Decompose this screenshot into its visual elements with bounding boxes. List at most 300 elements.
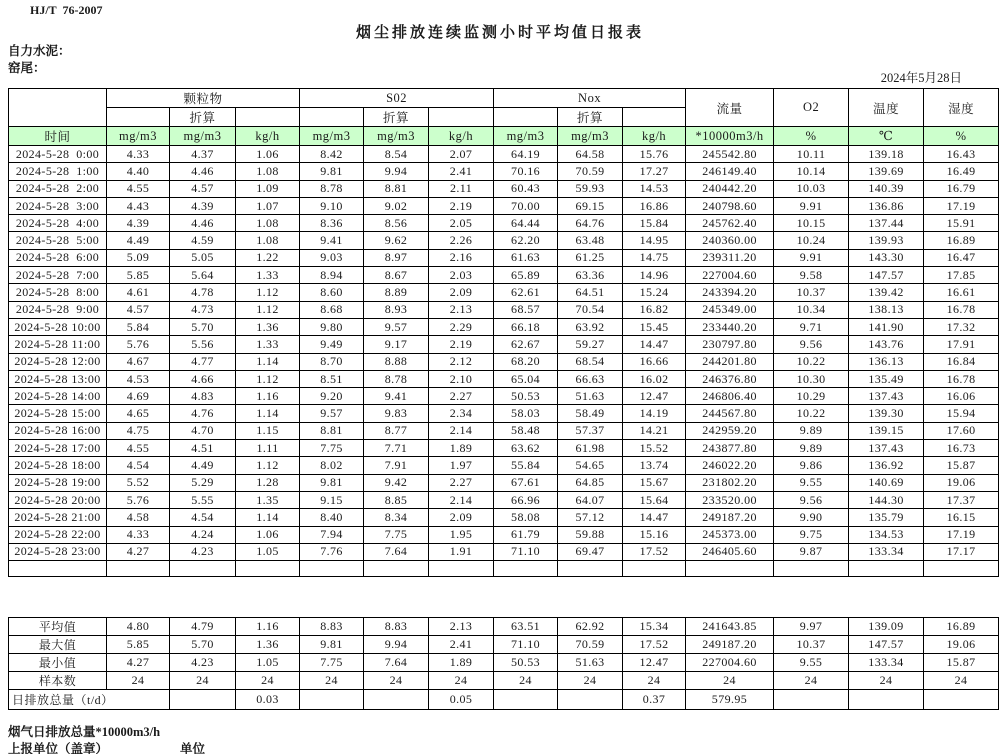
value-cell: 2.34 [429,405,494,422]
value-cell: 61.79 [494,526,558,543]
value-cell: 5.64 [170,267,236,284]
summary-value-cell: 5.70 [170,636,236,654]
value-cell: 58.48 [494,422,558,439]
value-cell: 14.21 [623,422,686,439]
value-cell: 16.79 [924,180,999,197]
empty-cell [686,561,774,577]
value-cell: 17.60 [924,422,999,439]
value-cell: 1.33 [236,267,300,284]
value-cell: 139.42 [849,284,924,301]
summary-value-cell: 4.23 [170,654,236,672]
time-cell: 2024-5-28 22:00 [9,526,107,543]
value-cell: 63.36 [558,267,623,284]
time-cell: 2024-5-28 17:00 [9,440,107,457]
value-cell: 9.10 [300,197,364,214]
value-cell: 7.75 [364,526,429,543]
value-cell: 10.34 [774,301,849,318]
value-cell: 239311.20 [686,249,774,266]
value-cell: 66.63 [558,370,623,387]
empty-cell [558,561,623,577]
value-cell: 13.74 [623,457,686,474]
summary-value-cell [300,690,364,710]
value-cell: 244567.80 [686,405,774,422]
value-cell: 4.37 [170,146,236,163]
value-cell: 4.73 [170,301,236,318]
value-cell: 2.16 [429,249,494,266]
value-cell: 16.49 [924,163,999,180]
summary-value-cell: 10.37 [774,636,849,654]
value-cell: 8.85 [364,491,429,508]
time-cell: 2024-5-28 3:00 [9,197,107,214]
summary-value-cell: 147.57 [849,636,924,654]
value-cell: 1.06 [236,526,300,543]
value-cell: 1.35 [236,491,300,508]
value-cell: 246022.20 [686,457,774,474]
group-header-so2: S02 [300,89,494,108]
value-cell: 66.18 [494,318,558,335]
value-cell: 5.09 [107,249,170,266]
empty-cell [170,561,236,577]
value-cell: 4.59 [170,232,236,249]
value-cell: 8.51 [300,370,364,387]
value-cell: 17.19 [924,197,999,214]
summary-value-cell: 1.36 [236,636,300,654]
unit-cell: mg/m3 [558,127,623,146]
value-cell: 1.97 [429,457,494,474]
value-cell: 16.73 [924,440,999,457]
value-cell: 16.15 [924,509,999,526]
summary-value-cell [170,690,236,710]
value-cell: 9.41 [364,388,429,405]
value-cell: 242959.20 [686,422,774,439]
value-cell: 2.19 [429,197,494,214]
header-row-groups [9,89,999,108]
empty-cell [849,561,924,577]
value-cell: 4.66 [170,370,236,387]
value-cell: 14.75 [623,249,686,266]
summary-value-cell: 2.41 [429,636,494,654]
empty-row [9,561,999,577]
value-cell: 64.85 [558,474,623,491]
value-cell: 64.58 [558,146,623,163]
value-cell: 61.63 [494,249,558,266]
value-cell: 4.67 [107,353,170,370]
units-row [9,127,999,146]
value-cell: 233520.00 [686,491,774,508]
table-row [9,180,999,197]
empty-cell [429,561,494,577]
value-cell: 9.56 [774,336,849,353]
table-row [9,422,999,439]
value-cell: 54.65 [558,457,623,474]
table-row [9,215,999,232]
value-cell: 1.16 [236,388,300,405]
value-cell: 144.30 [849,491,924,508]
table-row [9,543,999,560]
table-row [9,163,999,180]
value-cell: 133.34 [849,543,924,560]
value-cell: 15.76 [623,146,686,163]
time-cell: 2024-5-28 16:00 [9,422,107,439]
company-label: 自力水泥： [8,44,71,58]
value-cell: 4.53 [107,370,170,387]
value-cell: 8.88 [364,353,429,370]
value-cell: 227004.60 [686,267,774,284]
value-cell: 17.52 [623,543,686,560]
summary-value-cell: 24 [774,672,849,690]
value-cell: 61.98 [558,440,623,457]
value-cell: 17.32 [924,318,999,335]
value-cell: 1.08 [236,215,300,232]
value-cell: 8.93 [364,301,429,318]
value-cell: 62.20 [494,232,558,249]
value-cell: 70.16 [494,163,558,180]
value-cell: 1.33 [236,336,300,353]
value-cell: 4.23 [170,543,236,560]
value-cell: 1.09 [236,180,300,197]
summary-value-cell: 17.52 [623,636,686,654]
value-cell: 9.91 [774,249,849,266]
time-header-blank [9,89,107,127]
summary-value-cell: 0.03 [236,690,300,710]
value-cell: 64.44 [494,215,558,232]
summary-value-cell: 24 [494,672,558,690]
value-cell: 8.56 [364,215,429,232]
value-cell: 58.49 [558,405,623,422]
value-cell: 137.43 [849,388,924,405]
value-cell: 141.90 [849,318,924,335]
value-cell: 245542.80 [686,146,774,163]
value-cell: 240442.20 [686,180,774,197]
value-cell: 135.79 [849,509,924,526]
converted-header-so2: 折算 [364,108,429,127]
empty-cell [364,561,429,577]
value-cell: 1.11 [236,440,300,457]
value-cell: 10.22 [774,353,849,370]
value-cell: 1.12 [236,301,300,318]
value-cell: 58.08 [494,509,558,526]
value-cell: 9.71 [774,318,849,335]
converted-header-particulate: 折算 [170,108,236,127]
value-cell: 2.14 [429,422,494,439]
value-cell: 62.61 [494,284,558,301]
time-cell: 2024-5-28 23:00 [9,543,107,560]
value-cell: 4.46 [170,215,236,232]
summary-value-cell: 7.64 [364,654,429,672]
value-cell: 68.57 [494,301,558,318]
value-cell: 62.67 [494,336,558,353]
value-cell: 7.94 [300,526,364,543]
value-cell: 2.12 [429,353,494,370]
value-cell: 245349.00 [686,301,774,318]
unit-cell: kg/h [429,127,494,146]
value-cell: 2.41 [429,163,494,180]
location-label: 窑尾： [8,61,46,75]
table-row [9,370,999,387]
value-cell: 9.83 [364,405,429,422]
value-cell: 9.49 [300,336,364,353]
summary-value-cell: 12.47 [623,654,686,672]
value-cell: 50.53 [494,388,558,405]
empty-cell [9,561,107,577]
value-cell: 246806.40 [686,388,774,405]
summary-value-cell: 24 [107,672,170,690]
value-cell: 4.76 [170,405,236,422]
value-cell: 2.03 [429,267,494,284]
empty-cell [494,561,558,577]
value-cell: 17.85 [924,267,999,284]
value-cell: 8.42 [300,146,364,163]
summary-value-cell [849,690,924,710]
time-cell: 2024-5-28 19:00 [9,474,107,491]
unit-cell: ℃ [849,127,924,146]
page-title: 烟尘排放连续监测小时平均值日报表 [355,25,644,41]
summary-value-cell: 24 [429,672,494,690]
value-cell: 4.40 [107,163,170,180]
group-header-particulate: 颗粒物 [107,89,300,108]
value-cell: 9.57 [300,405,364,422]
value-cell: 9.41 [300,232,364,249]
value-cell: 10.11 [774,146,849,163]
value-cell: 64.51 [558,284,623,301]
table-row [9,457,999,474]
value-cell: 70.54 [558,301,623,318]
value-cell: 2.14 [429,491,494,508]
value-cell: 16.78 [924,370,999,387]
data-body [9,146,999,577]
value-cell: 14.95 [623,232,686,249]
summary-body [9,618,999,710]
value-cell: 1.08 [236,163,300,180]
value-cell: 16.43 [924,146,999,163]
value-cell: 9.15 [300,491,364,508]
summary-value-cell: 24 [170,672,236,690]
blank-cell [300,108,364,127]
table-row [9,474,999,491]
value-cell: 70.00 [494,197,558,214]
value-cell: 139.18 [849,146,924,163]
value-cell: 10.30 [774,370,849,387]
value-cell: 16.84 [924,353,999,370]
summary-value-cell: 1.89 [429,654,494,672]
value-cell: 139.93 [849,232,924,249]
value-cell: 1.12 [236,284,300,301]
time-cell: 2024-5-28 14:00 [9,388,107,405]
value-cell: 139.69 [849,163,924,180]
value-cell: 8.78 [300,180,364,197]
value-cell: 2.27 [429,474,494,491]
time-cell: 2024-5-28 9:00 [9,301,107,318]
value-cell: 16.47 [924,249,999,266]
summary-value-cell: 9.81 [300,636,364,654]
value-cell: 14.19 [623,405,686,422]
value-cell: 5.85 [107,267,170,284]
table-row [9,526,999,543]
value-cell: 61.25 [558,249,623,266]
value-cell: 233440.20 [686,318,774,335]
time-cell: 2024-5-28 20:00 [9,491,107,508]
value-cell: 58.03 [494,405,558,422]
value-cell: 5.76 [107,491,170,508]
value-cell: 140.69 [849,474,924,491]
summary-value-cell: 71.10 [494,636,558,654]
value-cell: 140.39 [849,180,924,197]
value-cell: 4.33 [107,526,170,543]
summary-value-cell [558,690,623,710]
value-cell: 8.89 [364,284,429,301]
value-cell: 57.37 [558,422,623,439]
value-cell: 10.29 [774,388,849,405]
summary-row [9,672,999,690]
value-cell: 137.43 [849,440,924,457]
time-column-header: 时间 [9,127,107,146]
value-cell: 14.47 [623,336,686,353]
value-cell: 4.69 [107,388,170,405]
value-cell: 15.94 [924,405,999,422]
value-cell: 59.27 [558,336,623,353]
table-row [9,509,999,526]
value-cell: 8.97 [364,249,429,266]
time-cell: 2024-5-28 15:00 [9,405,107,422]
summary-value-cell: 139.09 [849,618,924,636]
summary-row [9,690,999,710]
value-cell: 5.05 [170,249,236,266]
value-cell: 134.53 [849,526,924,543]
value-cell: 9.02 [364,197,429,214]
time-cell: 2024-5-28 7:00 [9,267,107,284]
value-cell: 7.91 [364,457,429,474]
summary-value-cell: 4.79 [170,618,236,636]
value-cell: 9.80 [300,318,364,335]
value-cell: 7.75 [300,440,364,457]
value-cell: 8.67 [364,267,429,284]
summary-value-cell: 70.59 [558,636,623,654]
value-cell: 63.92 [558,318,623,335]
value-cell: 10.22 [774,405,849,422]
value-cell: 2.10 [429,370,494,387]
summary-value-cell: 4.80 [107,618,170,636]
value-cell: 9.94 [364,163,429,180]
standard-code: HJ/T 76-2007 [30,3,103,17]
value-cell: 246405.60 [686,543,774,560]
value-cell: 4.58 [107,509,170,526]
summary-label: 最小值 [9,654,107,672]
value-cell: 9.89 [774,440,849,457]
table-row [9,388,999,405]
header-temperature: 温度 [849,89,924,127]
summary-value-cell: 8.83 [364,618,429,636]
summary-value-cell: 24 [924,672,999,690]
value-cell: 1.36 [236,318,300,335]
value-cell: 4.57 [107,301,170,318]
header-flow: 流量 [686,89,774,127]
value-cell: 5.52 [107,474,170,491]
value-cell: 16.89 [924,232,999,249]
time-cell: 2024-5-28 4:00 [9,215,107,232]
table-row [9,491,999,508]
value-cell: 1.14 [236,353,300,370]
value-cell: 70.59 [558,163,623,180]
value-cell: 4.39 [170,197,236,214]
unit-cell: mg/m3 [364,127,429,146]
value-cell: 14.96 [623,267,686,284]
unit-cell: % [774,127,849,146]
value-cell: 4.54 [107,457,170,474]
value-cell: 4.54 [170,509,236,526]
value-cell: 69.15 [558,197,623,214]
value-cell: 71.10 [494,543,558,560]
unit-cell: mg/m3 [494,127,558,146]
value-cell: 17.17 [924,543,999,560]
summary-table [8,617,999,710]
summary-value-cell: 62.92 [558,618,623,636]
value-cell: 1.06 [236,146,300,163]
summary-label: 平均值 [9,618,107,636]
value-cell: 246149.40 [686,163,774,180]
value-cell: 8.36 [300,215,364,232]
summary-row [9,636,999,654]
value-cell: 1.08 [236,232,300,249]
value-cell: 9.81 [300,474,364,491]
value-cell: 9.17 [364,336,429,353]
value-cell: 4.57 [170,180,236,197]
value-cell: 8.81 [364,180,429,197]
value-cell: 2.13 [429,301,494,318]
value-cell: 136.13 [849,353,924,370]
summary-value-cell: 63.51 [494,618,558,636]
value-cell: 1.07 [236,197,300,214]
value-cell: 1.28 [236,474,300,491]
value-cell: 9.55 [774,474,849,491]
value-cell: 66.96 [494,491,558,508]
summary-value-cell: 24 [236,672,300,690]
summary-value-cell: 8.83 [300,618,364,636]
value-cell: 9.57 [364,318,429,335]
blank-cell [623,108,686,127]
table-row [9,318,999,335]
value-cell: 139.15 [849,422,924,439]
value-cell: 147.57 [849,267,924,284]
summary-value-cell: 15.34 [623,618,686,636]
value-cell: 7.71 [364,440,429,457]
value-cell: 1.89 [429,440,494,457]
unit-cell: kg/h [236,127,300,146]
value-cell: 244201.80 [686,353,774,370]
empty-cell [236,561,300,577]
value-cell: 8.34 [364,509,429,526]
summary-row [9,618,999,636]
time-cell: 2024-5-28 6:00 [9,249,107,266]
value-cell: 2.07 [429,146,494,163]
summary-label: 最大值 [9,636,107,654]
value-cell: 4.55 [107,180,170,197]
summary-value-cell: 50.53 [494,654,558,672]
value-cell: 7.64 [364,543,429,560]
value-cell: 240798.60 [686,197,774,214]
table-row [9,301,999,318]
summary-value-cell: 19.06 [924,636,999,654]
empty-cell [623,561,686,577]
value-cell: 4.49 [170,457,236,474]
value-cell: 231802.20 [686,474,774,491]
value-cell: 4.46 [170,163,236,180]
value-cell: 7.76 [300,543,364,560]
value-cell: 17.91 [924,336,999,353]
value-cell: 4.83 [170,388,236,405]
value-cell: 5.29 [170,474,236,491]
value-cell: 9.89 [774,422,849,439]
value-cell: 4.33 [107,146,170,163]
